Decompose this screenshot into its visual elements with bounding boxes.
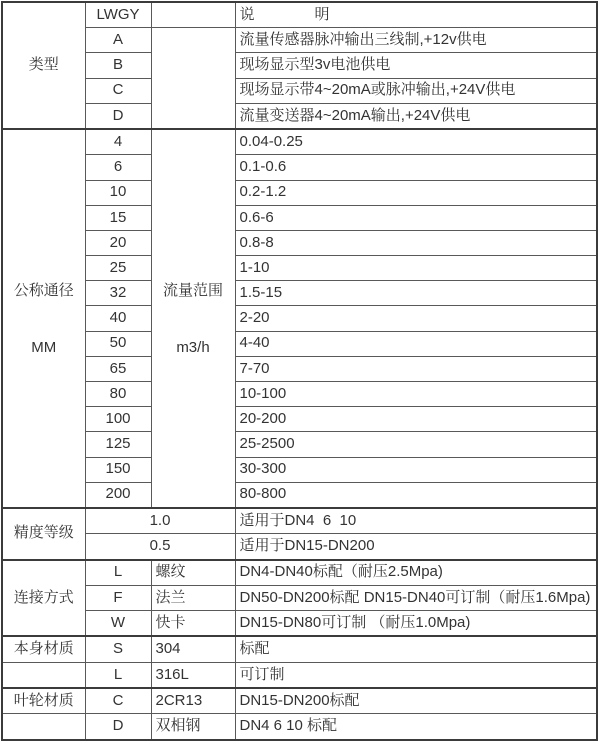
dn-value-cell: 4 [85,129,151,155]
type-label-cell: 类型 [2,2,85,129]
flow-range-cell: 1-10 [235,256,597,281]
flow-range-cell: 2-20 [235,306,597,331]
flow-range-cell: 0.8-8 [235,230,597,255]
dn-value-cell: 40 [85,306,151,331]
flow-range-cell: 0.04-0.25 [235,129,597,155]
connection-desc-cell: DN15-DN80可订制 （耐压1.0Mpa) [235,611,597,637]
dn-value-cell: 125 [85,432,151,457]
dn-value-cell: 10 [85,180,151,205]
flow-range-cell: 1.5-15 [235,281,597,306]
dn-value-cell: 25 [85,256,151,281]
impeller-material-desc-cell: DN15-DN200标配 [235,688,597,714]
connection-desc-cell: DN4-DN40标配（耐压2.5Mpa) [235,560,597,586]
dn-value-cell: 100 [85,407,151,432]
dn-value-cell: 150 [85,457,151,482]
dn-value-cell: 50 [85,331,151,356]
connection-code-cell: W [85,611,151,637]
type-empty-cell [151,28,235,129]
impeller-material-code-cell: D [85,714,151,740]
type-desc-cell: 现场显示带4~20mA或脉冲输出,+24V供电 [235,78,597,103]
accuracy-value-cell: 0.5 [85,534,235,560]
impeller-material-desc-cell: DN4 6 10 标配 [235,714,597,740]
body-material-code-cell: S [85,636,151,662]
spec-table [1,1,598,741]
impeller-material-name-cell: 2CR13 [151,688,235,714]
flow-range-cell: 4-40 [235,331,597,356]
body-material-label-cell: 本身材质 [2,636,85,662]
flow-range-cell: 10-100 [235,382,597,407]
type-desc-cell: 现场显示型3v电池供电 [235,53,597,78]
diameter-label-cell [2,129,85,508]
model-code-cell: LWGY [85,2,151,28]
body-material-empty-cell [2,662,85,688]
flow-range-cell: 80-800 [235,482,597,508]
connection-code-cell: L [85,560,151,586]
type-code-cell: A [85,28,151,53]
flow-range-label-line2: m3/h [176,338,210,356]
diameter-label-line1: 公称通径 [13,281,74,299]
flow-range-cell: 20-200 [235,407,597,432]
flow-range-cell: 0.1-0.6 [235,155,597,180]
connection-code-cell: F [85,585,151,610]
body-material-desc-cell: 标配 [235,636,597,662]
dn-value-cell: 20 [85,230,151,255]
flow-range-cell: 0.2-1.2 [235,180,597,205]
dn-value-cell: 15 [85,205,151,230]
type-code-cell: D [85,103,151,129]
body-material-desc-cell: 可订制 [235,662,597,688]
impeller-material-name-cell: 双相钢 [151,714,235,740]
dn-value-cell: 6 [85,155,151,180]
accuracy-label-cell: 精度等级 [2,508,85,560]
body-material-code-cell: L [85,662,151,688]
dn-value-cell: 80 [85,382,151,407]
type-code-cell: B [85,53,151,78]
type-desc-cell: 流量变送器4~20mA输出,+24V供电 [235,103,597,129]
type-code-cell: C [85,78,151,103]
flow-range-cell: 25-2500 [235,432,597,457]
body-material-name-cell: 304 [151,636,235,662]
connection-name-cell: 法兰 [151,585,235,610]
accuracy-value-cell: 1.0 [85,508,235,534]
type-desc-cell: 流量传感器脉冲输出三线制,+12v供电 [235,28,597,53]
dn-value-cell: 32 [85,281,151,306]
accuracy-desc-cell: 适用于DN4 6 10 [235,508,597,534]
connection-label-cell: 连接方式 [2,560,85,637]
flow-range-cell: 7-70 [235,356,597,381]
dn-value-cell: 65 [85,356,151,381]
connection-name-cell: 螺纹 [151,560,235,586]
description-header-cell: 说 明 [235,2,597,28]
connection-name-cell: 快卡 [151,611,235,637]
impeller-material-code-cell: C [85,688,151,714]
header-empty-cell [151,2,235,28]
diameter-label-line2: MM [31,338,57,356]
flow-range-cell: 0.6-6 [235,205,597,230]
flow-range-label-line1: 流量范围 [162,281,223,299]
impeller-material-label-cell: 叶轮材质 [2,688,85,714]
connection-desc-cell: DN50-DN200标配 DN15-DN40可订制（耐压1.6Mpa) [235,585,597,610]
impeller-material-empty-cell [2,714,85,740]
accuracy-desc-cell: 适用于DN15-DN200 [235,534,597,560]
dn-value-cell: 200 [85,482,151,508]
body-material-name-cell: 316L [151,662,235,688]
flow-range-label-cell [151,129,235,508]
flow-range-cell: 30-300 [235,457,597,482]
